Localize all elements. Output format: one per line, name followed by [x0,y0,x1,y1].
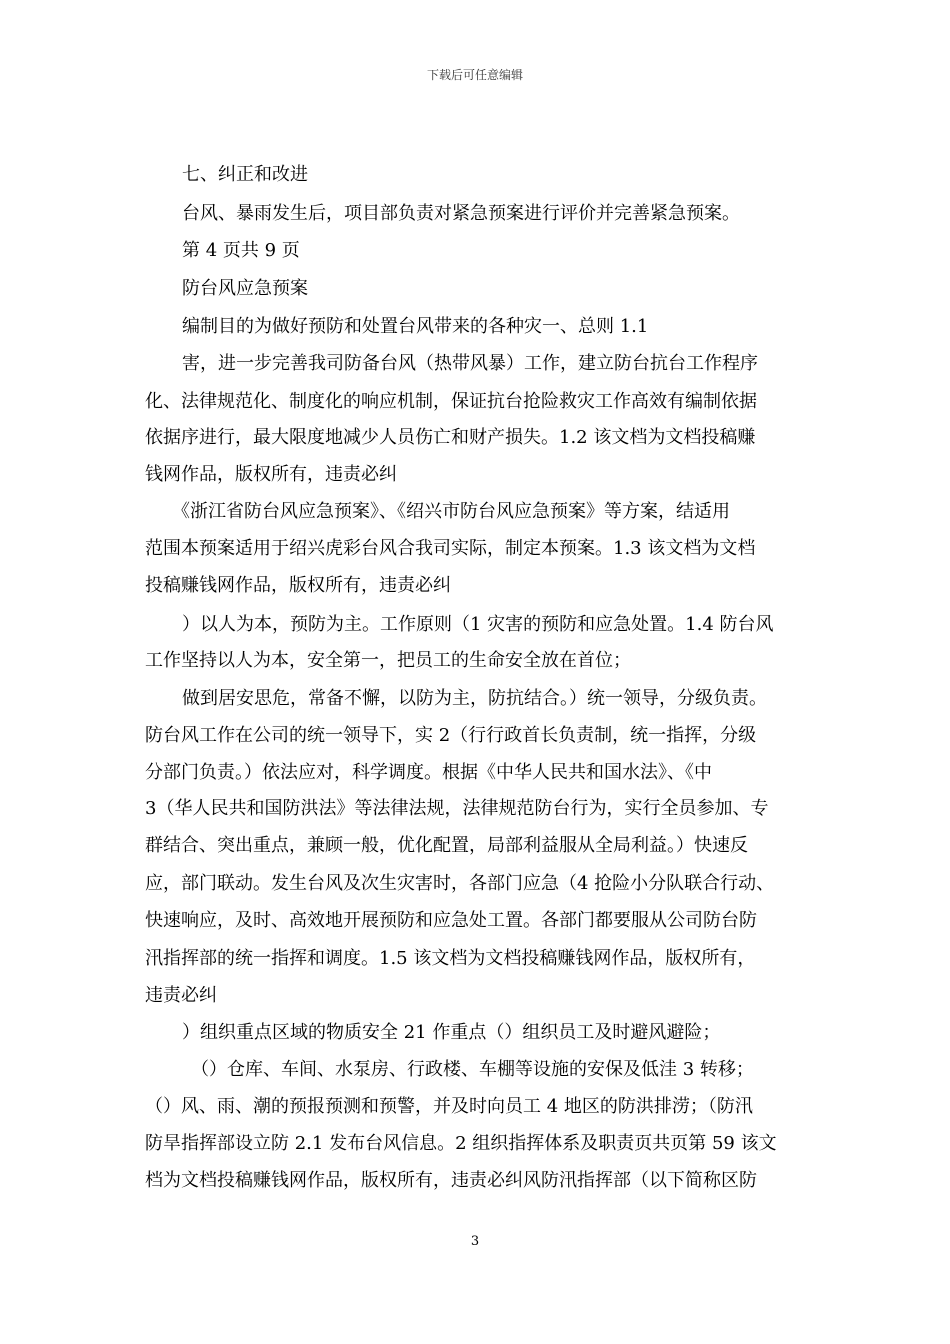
text-line: 依据序进行，最大限度地减少人员伤亡和财产损失。1.2 该文档为文档投稿赚 [145,427,756,448]
text-line: 档为文档投稿赚钱网作品，版权所有，违责必纠风防汛指挥部（以下简称区防 [145,1170,757,1191]
text-line: 《浙江省防台风应急预案》、《绍兴市防台风应急预案》等方案，结适用 [172,501,730,522]
text-line: 七、纠正和改进 [182,164,308,185]
text-line: 钱网作品，版权所有，违责必纠 [145,464,397,485]
text-line: 做到居安思危，常备不懈，以防为主，防抗结合。）统一领导，分级负责。 [182,688,767,709]
text-line: ）以人为本，预防为主。工作原则（1 灾害的预防和应急处置。1.4 防台风 [182,614,774,635]
text-line: 编制目的为做好预防和处置台风带来的各种灾一、总则 1.1 [182,316,649,337]
text-line: 投稿赚钱网作品，版权所有，违责必纠 [145,575,451,596]
text-line: 防台风工作在公司的统一领导下，实 2（行行政首长负责制，统一指挥，分级 [145,725,757,746]
text-line: （）风、雨、潮的预报预测和预警，并及时向员工 4 地区的防洪排涝；（防汛 [145,1096,753,1117]
text-line: 害，进一步完善我司防备台风（热带风暴）工作，建立防台抗台工作程序 [182,353,758,374]
text-line: 快速响应，及时、高效地开展预防和应急处工置。各部门都要服从公司防台防 [145,910,757,931]
text-line: 汛指挥部的统一指挥和调度。1.5 该文档为文档投稿赚钱网作品，版权所有， [145,948,756,969]
text-line: 台风、暴雨发生后，项目部负责对紧急预案进行评价并完善紧急预案。 [182,203,740,224]
text-line: （）仓库、车间、水泵房、行政楼、车棚等设施的安保及低洼 3 转移； [191,1059,754,1080]
text-line: ）组织重点区域的物质安全 21 作重点（）组织员工及时避风避险； [182,1022,721,1043]
page-number: 3 [470,1234,480,1249]
text-line: 化、法律规范化、制度化的响应机制，保证抗台抢险救灾工作高效有编制依据 [145,391,757,412]
text-line: 应，部门联动。发生台风及次生灾害时，各部门应急（4 抢险小分队联合行动、 [145,873,775,894]
text-line: 分部门负责。）依法应对，科学调度。根据《中华人民共和国水法》、《中 [145,762,712,783]
text-line: 防台风应急预案 [182,278,308,299]
text-line: 3（华人民共和国防洪法》等法律法规，法律规范防台行为，实行全员参加、专 [145,798,769,819]
text-line: 违责必纠 [145,985,217,1006]
text-line: 范围本预案适用于绍兴虎彩台风合我司实际，制定本预案。1.3 该文档为文档 [145,538,756,559]
text-line: 第 4 页共 9 页 [182,240,300,261]
page-header: 下载后可任意编辑 [426,68,523,82]
text-line: 群结合、突出重点，兼顾一般，优化配置，局部利益服从全局利益。）快速反 [145,835,748,856]
text-line: 工作坚持以人为本，安全第一，把员工的生命安全放在首位； [145,650,631,671]
text-line: 防旱指挥部设立防 2.1 发布台风信息。2 组织指挥体系及职责页共页第 59 该文 [145,1133,777,1154]
